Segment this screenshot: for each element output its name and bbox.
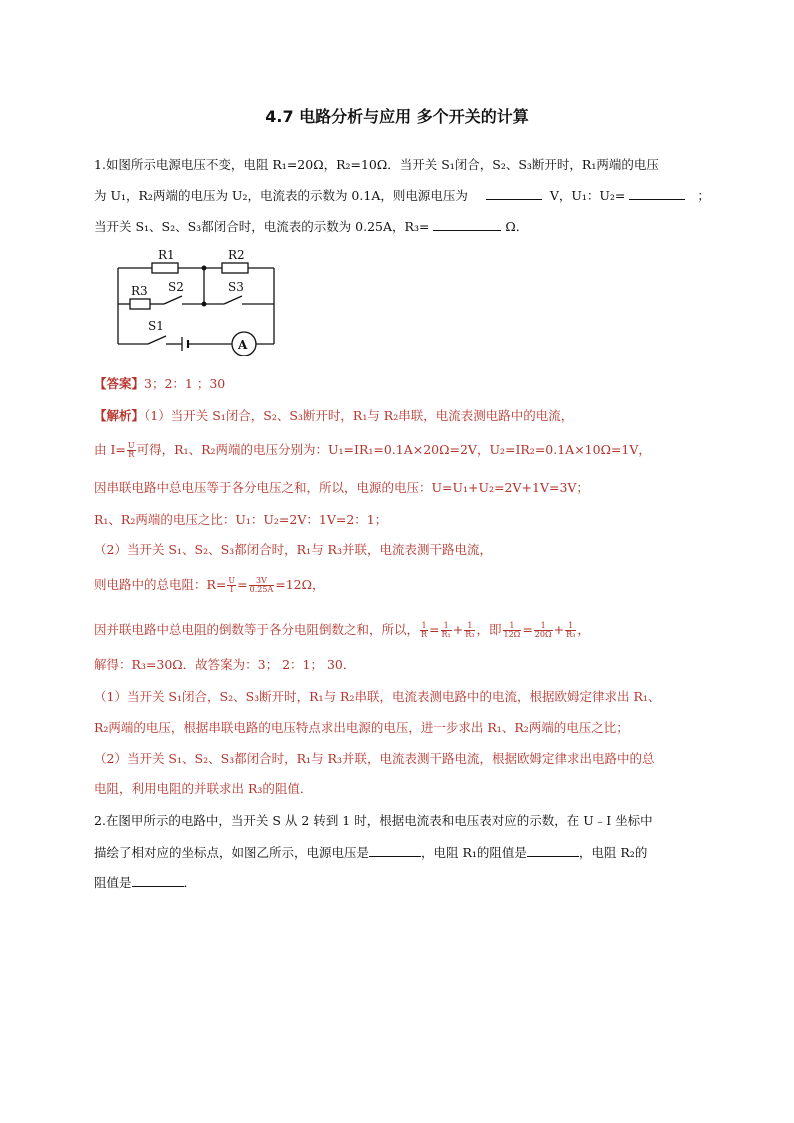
fraction-1-over-20: $\frac{1}{20\Omega}$ <box>534 621 552 639</box>
q2-blank-voltage[interactable] <box>369 843 421 857</box>
q1-line-2-end: ； <box>697 188 710 203</box>
fraction-1-over-r: $\frac{1}{R}$ <box>421 621 428 639</box>
analysis-p2-post: 可得，R₁、R₂两端的电压分别为：U₁=IR₁=0.1A×20Ω=2V，U₂=IR₂=0.1A×10Ω=1V， <box>136 442 651 457</box>
analysis-line-3: 因串联电路中总电压等于各分电压之和，所以，电源的电压：U=U₁+U₂=2V+1V=3V； <box>94 480 589 495</box>
switch-s2 <box>164 296 182 304</box>
analysis-line-1 <box>94 407 573 425</box>
q1-blank-voltage[interactable] <box>486 186 542 200</box>
answer-text: 3；2：1 ；30 <box>144 376 226 391</box>
q2-line-2-text: 描绘了相对应的坐标点，如图乙所示，电源电压是 <box>94 845 370 860</box>
label-r1: R1 <box>158 248 175 262</box>
q1-line-3-text: 当开关 S₁、S₂、S₃都闭合时，电流表的示数为 0.25A，R₃= <box>94 219 430 234</box>
resistor-r3 <box>130 299 150 309</box>
fraction-1-over-r1: $\frac{1}{\text{R₁}}$ <box>441 621 451 639</box>
q1-line-3 <box>94 217 528 236</box>
fraction-1-over-12: $\frac{1}{12\Omega}$ <box>503 621 521 639</box>
analysis-line-9: （1）当开关 S₁闭合，S₂、S₃断开时，R₁与 R₂串联，电流表测电路中的电流，根据欧姆定律求出 R₁、 <box>94 689 661 704</box>
q1-blank-ratio[interactable] <box>629 186 685 200</box>
q2-line-3-text: 阻值是 <box>94 875 132 890</box>
page-title: 4.7 电路分析与应用 多个开关的计算 <box>265 107 529 126</box>
q2-line-2 <box>94 843 647 862</box>
resistor-r1 <box>152 263 178 273</box>
label-s1: S1 <box>148 319 164 333</box>
fraction-u-over-i: $\frac{U}{I}$ <box>228 576 236 594</box>
label-s2: S2 <box>168 280 184 294</box>
analysis-line-8: 解得：R₃=30Ω．故答案为：3； 2：1； 30． <box>94 657 356 672</box>
label-r3: R3 <box>131 284 148 298</box>
q2-line-3 <box>94 873 196 892</box>
analysis-p2-pre: 由 I= <box>94 442 126 457</box>
label-ammeter: A <box>238 338 248 352</box>
answer-line <box>94 375 225 393</box>
fraction-3v-over-025a: $\frac{3V}{0.25A}$ <box>249 576 274 594</box>
q1-line-2-ratio: V，U₁：U₂= <box>549 188 626 203</box>
switch-s1 <box>148 336 166 344</box>
fraction-1-over-r3: $\frac{1}{\text{R₃}}$ <box>465 621 475 639</box>
q2-blank-r2[interactable] <box>132 873 184 887</box>
q1-line-3-end: Ω． <box>505 219 529 234</box>
q2-line-3-end: ． <box>183 875 197 890</box>
resistor-r2 <box>222 263 248 273</box>
analysis-p7-pre: 因并联电路中总电阻的倒数等于各分电阻倒数之和，所以， <box>94 622 420 637</box>
switch-s3 <box>224 296 242 304</box>
analysis-line-12: 电阻，利用电阻的并联求出 R₃的阻值． <box>94 781 313 796</box>
q1-blank-r3[interactable] <box>433 217 501 231</box>
answer-tag: 【答案】 <box>94 376 145 391</box>
analysis-tag: 【解析】 <box>94 408 145 423</box>
analysis-line-4: R₁、R₂两端的电压之比：U₁：U₂=2V：1V=2：1； <box>94 512 388 527</box>
fraction-u-over-r: $\frac{U}{R}$ <box>127 441 135 459</box>
q2-line-2-r1: ，电阻 R₁的阻值是 <box>421 845 527 860</box>
analysis-p1: （1）当开关 S₁闭合，S₂、S₃断开时，R₁与 R₂串联，电流表测电路中的电流， <box>144 408 574 423</box>
analysis-line-7: 因并联电路中总电阻的倒数等于各分电阻倒数之和，所以， $\frac{1}{R}$ = $\frac{1}{\text{R₁}}$ + $\frac{1}{\text{R₃}}$ ，即 $\frac{1}{12\Omega}$ = $\frac{1}{20\Omega}$ + $\frac{1}{\text{R₃}}$ ， <box>94 621 590 639</box>
analysis-line-5: （2）当开关 S₁、S₂、S₃都闭合时，R₁与 R₃并联，电流表测干路电流， <box>94 542 492 557</box>
q2-line-1: 2.在图甲所示的电路中，当开关 S 从 2 转到 1 时，根据电流表和电压表对应的示数，在 U﹣I 坐标中 <box>94 813 653 828</box>
circuit-diagram <box>108 246 308 356</box>
q1-line-2-text: 为 U₁，R₂两端的电压为 U₂，电流表的示数为 0.1A，则电源电压为 <box>94 188 468 203</box>
q1-line-1: 1.如图所示电源电压不变，电阻 R₁=20Ω，R₂=10Ω．当开关 S₁闭合，S₂、S₃断开时，R₁两端的电压 <box>94 157 659 172</box>
analysis-line-6: 则电路中的总电阻：R= $\frac{U}{I}$ = $\frac{3V}{0.25A}$ =12Ω， <box>94 576 325 594</box>
fraction-1-over-r3-b: $\frac{1}{\text{R₃}}$ <box>566 621 576 639</box>
q2-line-2-r2: ，电阻 R₂的 <box>578 845 648 860</box>
q2-blank-r1[interactable] <box>527 843 579 857</box>
q1-line-2 <box>94 186 710 205</box>
analysis-p6-post: =12Ω， <box>275 577 325 592</box>
label-r2: R2 <box>228 248 245 262</box>
label-s3: S3 <box>228 280 244 294</box>
analysis-line-10: R₂两端的电压，根据串联电路的电压特点求出电源的电压，进一步求出 R₁、R₂两端的电压之比； <box>94 720 629 735</box>
analysis-line-11: （2）当开关 S₁、S₂、S₃都闭合时，R₁与 R₃并联，电流表测干路电流，根据欧姆定律求出电路中的总 <box>94 751 655 766</box>
analysis-p6-pre: 则电路中的总电阻：R= <box>94 577 227 592</box>
analysis-line-2 <box>94 441 651 459</box>
